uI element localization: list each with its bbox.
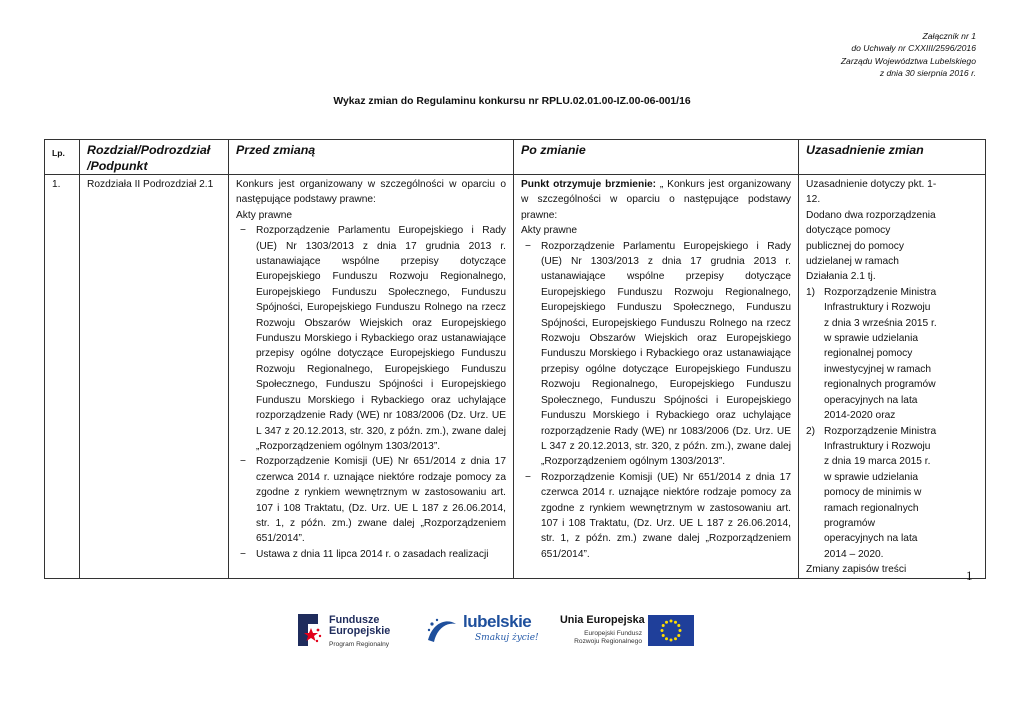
header-justification: Uzasadnienie zmian xyxy=(799,140,986,175)
fe-star-icon xyxy=(296,610,326,650)
justification-line: Dodano dwa rozporządzenia xyxy=(806,209,936,221)
cell-section: Rozdziała II Podrozdział 2.1 xyxy=(80,175,229,579)
list-item xyxy=(236,223,506,454)
fe-subtitle: Program Regionalny xyxy=(329,641,390,648)
act-text: Ustawa z dnia 11 lipca 2014 r. o zasadach realizacji xyxy=(256,548,489,560)
act-text: Rozporządzenie Parlamentu Europejskiego i Rady (UE) Nr 1303/2013 z dnia 17 grudnia 2013 r. ustanawiające wspólne przepisy dotyczące Europejskiego Funduszu Rozwoju Regionalnego, Europejskiego Funduszu Społecznego, Funduszu Spójności, Europejskiego Funduszu Rolnego na rzecz Rozwoju Obszarów Wiejskich oraz Europejskiego Funduszu Morskiego i Rybackiego oraz ustanawiające przepisy ogólne dotyczące Europejskiego Funduszu Rozwoju Regionalnego, Europejskiego Funduszu Społecznego, Funduszu Spójności i Europejskiego Funduszu Morskiego i Rybackiego oraz uchylające rozporządzenie Rady (WE) nr 1083/2006 (Dz. Urz. UE L 347 z 20.12.2013, str. 320, z późn. zm.), zwane dalej „Rozporządzeniem ogólnym 1303/2013”. xyxy=(541,240,791,468)
annex-note xyxy=(841,30,976,80)
before-acts-label: Akty prawne xyxy=(236,209,293,221)
justification-item-line: ramach regionalnych xyxy=(824,502,919,514)
lubelskie-swirl-icon xyxy=(425,616,459,646)
justification-item-line: regionalnych programów xyxy=(824,379,936,391)
justification-item-line: operacyjnych na lata xyxy=(824,394,918,406)
justification-item-line: programów xyxy=(824,517,875,529)
cell-lp: 1. xyxy=(45,175,80,579)
eu-subtitle xyxy=(564,630,642,646)
justification-item-line: Infrastruktury i Rozwoju xyxy=(824,302,931,314)
fe-title-line: Fundusze xyxy=(329,614,380,626)
justification-line: udzielanej w ramach xyxy=(806,256,899,268)
eu-title: Unia Europejska xyxy=(560,614,645,626)
lubelskie-logo xyxy=(425,610,539,654)
table-row xyxy=(45,175,986,579)
dash-bullet: − xyxy=(240,225,246,237)
after-acts-list xyxy=(521,239,791,563)
eu-stars-icon xyxy=(648,615,694,646)
justification-list xyxy=(806,285,978,562)
cell-after xyxy=(514,175,799,579)
fe-title-line: Europejskie xyxy=(329,625,391,637)
cell-before xyxy=(229,175,514,579)
eu-subtitle-line: Rozwoju Regionalnego xyxy=(574,638,642,646)
header-after: Po zmianie xyxy=(514,140,799,175)
justification-item-line: Infrastruktury i Rozwoju xyxy=(824,440,931,452)
dash-bullet: − xyxy=(240,456,246,468)
cell-justification xyxy=(799,175,986,579)
document-title: Wykaz zmian do Regulaminu konkursu nr RPLU.02.01.00-IZ.00-06-001/16 xyxy=(333,96,691,107)
justification-line: Działania 2.1 tj. xyxy=(806,271,876,283)
justification-item-line: Rozporządzenie Ministra xyxy=(824,425,937,437)
fundusze-europejskie-logo xyxy=(296,610,408,654)
annex-line: Zarządu Województwa Lubelskiego xyxy=(840,55,976,66)
header-section-line: /Podpunkt xyxy=(87,159,148,173)
justification-line: Uzasadnienie dotyczy pkt. 1- xyxy=(806,179,937,190)
act-text: Rozporządzenie Komisji (UE) Nr 651/2014 z dnia 17 czerwca 2014 r. uznające niektóre rodzaje pomocy za zgodne z rynkiem wewnętrznym w zastosowaniu art. 107 i 108 Traktatu, (Dz. Urz. UE L 187 z 26.06.2014, str. 1, z późn. zm.) zwane dalej „Rozporządzeniem 651/2014”. xyxy=(541,471,791,560)
annex-line: Załącznik nr 1 xyxy=(922,31,976,41)
justification-item-line: operacyjnych na lata xyxy=(824,533,918,545)
list-item xyxy=(806,424,978,563)
justification-line: dotyczące pomocy xyxy=(806,225,891,237)
after-lead: Punkt otrzymuje brzmienie: xyxy=(521,179,657,190)
header-lp: Lp. xyxy=(45,140,80,175)
justification-item-line: z dnia 19 marca 2015 r. xyxy=(824,456,931,468)
after-intro-text: „ Konkurs jest organizowany w szczególności w oparciu o następujące podstawy prawne: xyxy=(521,179,791,221)
justification-tail: Zmiany zapisów treści xyxy=(806,564,907,576)
justification-item-line: regionalnej pomocy xyxy=(824,348,913,360)
before-acts-list xyxy=(236,223,506,562)
fe-title xyxy=(329,615,390,637)
list-number: 1) xyxy=(806,286,816,298)
list-item xyxy=(806,285,978,424)
justification-item-line: 2014 – 2020. xyxy=(824,548,884,560)
eu-subtitle-line: Europejski Fundusz xyxy=(584,630,642,637)
justification-item-line: Rozporządzenie Ministra xyxy=(824,286,937,298)
header-section xyxy=(80,140,229,175)
list-item xyxy=(236,454,506,546)
after-intro xyxy=(521,177,791,223)
table-header-row xyxy=(45,140,986,175)
annex-line: z dnia 30 sierpnia 2016 r. xyxy=(879,68,976,79)
header-section-line: Rozdział/Podrozdział xyxy=(87,143,211,157)
changes-table xyxy=(44,139,986,579)
justification-line: publicznej do pomocy xyxy=(806,240,904,252)
list-item xyxy=(236,547,506,562)
annex-line: do Uchwały nr CXXIII/2596/2016 xyxy=(851,43,976,54)
dash-bullet: − xyxy=(525,240,531,252)
before-intro: Konkurs jest organizowany w szczególności w oparciu o następujące podstawy prawne: xyxy=(236,179,506,206)
justification-line: 12. xyxy=(806,194,821,206)
after-acts-label: Akty prawne xyxy=(521,225,578,237)
header-before: Przed zmianą xyxy=(229,140,514,175)
justification-item-line: inwestycyjnej w ramach xyxy=(824,363,932,375)
justification-item-line: w sprawie udzielania xyxy=(824,333,919,345)
justification-item-line: 2014-2020 oraz xyxy=(824,410,896,422)
dash-bullet: − xyxy=(240,548,246,560)
act-text: Rozporządzenie Komisji (UE) Nr 651/2014 z dnia 17 czerwca 2014 r. uznające niektóre rodzaje pomocy za zgodne z rynkiem wewnętrznym w zastosowaniu art. 107 i 108 Traktatu, (Dz. Urz. UE L 187 z 26.06.2014, str. 1, z późn. zm.) zwane dalej „Rozporządzeniem 651/2014”. xyxy=(256,456,506,545)
footer-logos xyxy=(0,610,1024,660)
lubelskie-wordmark: lubelskie xyxy=(463,612,532,631)
lubelskie-slogan: Smakuj życie! xyxy=(475,633,539,643)
list-number: 2) xyxy=(806,425,816,437)
dash-bullet: − xyxy=(525,471,531,483)
justification-item-line: w sprawie udzielania xyxy=(824,471,919,483)
eu-logo xyxy=(560,610,700,654)
justification-item-line: z dnia 3 września 2015 r. xyxy=(824,317,937,329)
page-number: 1 xyxy=(966,568,973,583)
list-item xyxy=(521,239,791,470)
justification-item-line: pomocy de minimis w xyxy=(824,487,922,499)
list-item xyxy=(521,470,791,562)
eu-flag-icon xyxy=(648,615,694,646)
act-text: Rozporządzenie Parlamentu Europejskiego i Rady (UE) Nr 1303/2013 z dnia 17 grudnia 2013 r. ustanawiające wspólne przepisy dotyczące Europejskiego Funduszu Rozwoju Regionalnego, Europejskiego Funduszu Społecznego, Funduszu Spójności, Europejskiego Funduszu Rolnego na rzecz Rozwoju Obszarów Wiejskich oraz Europejskiego Funduszu Morskiego i Rybackiego oraz ustanawiające przepisy ogólne dotyczące Europejskiego Funduszu Rozwoju Regionalnego, Europejskiego Funduszu Społecznego, Funduszu Spójności i Europejskiego Funduszu Morskiego i Rybackiego oraz uchylające rozporządzenie Rady (WE) nr 1083/2006 (Dz. Urz. UE L 347 z 20.12.2013, str. 320, z późn. zm.), zwane dalej „Rozporządzeniem ogólnym 1303/2013”. xyxy=(256,225,506,452)
